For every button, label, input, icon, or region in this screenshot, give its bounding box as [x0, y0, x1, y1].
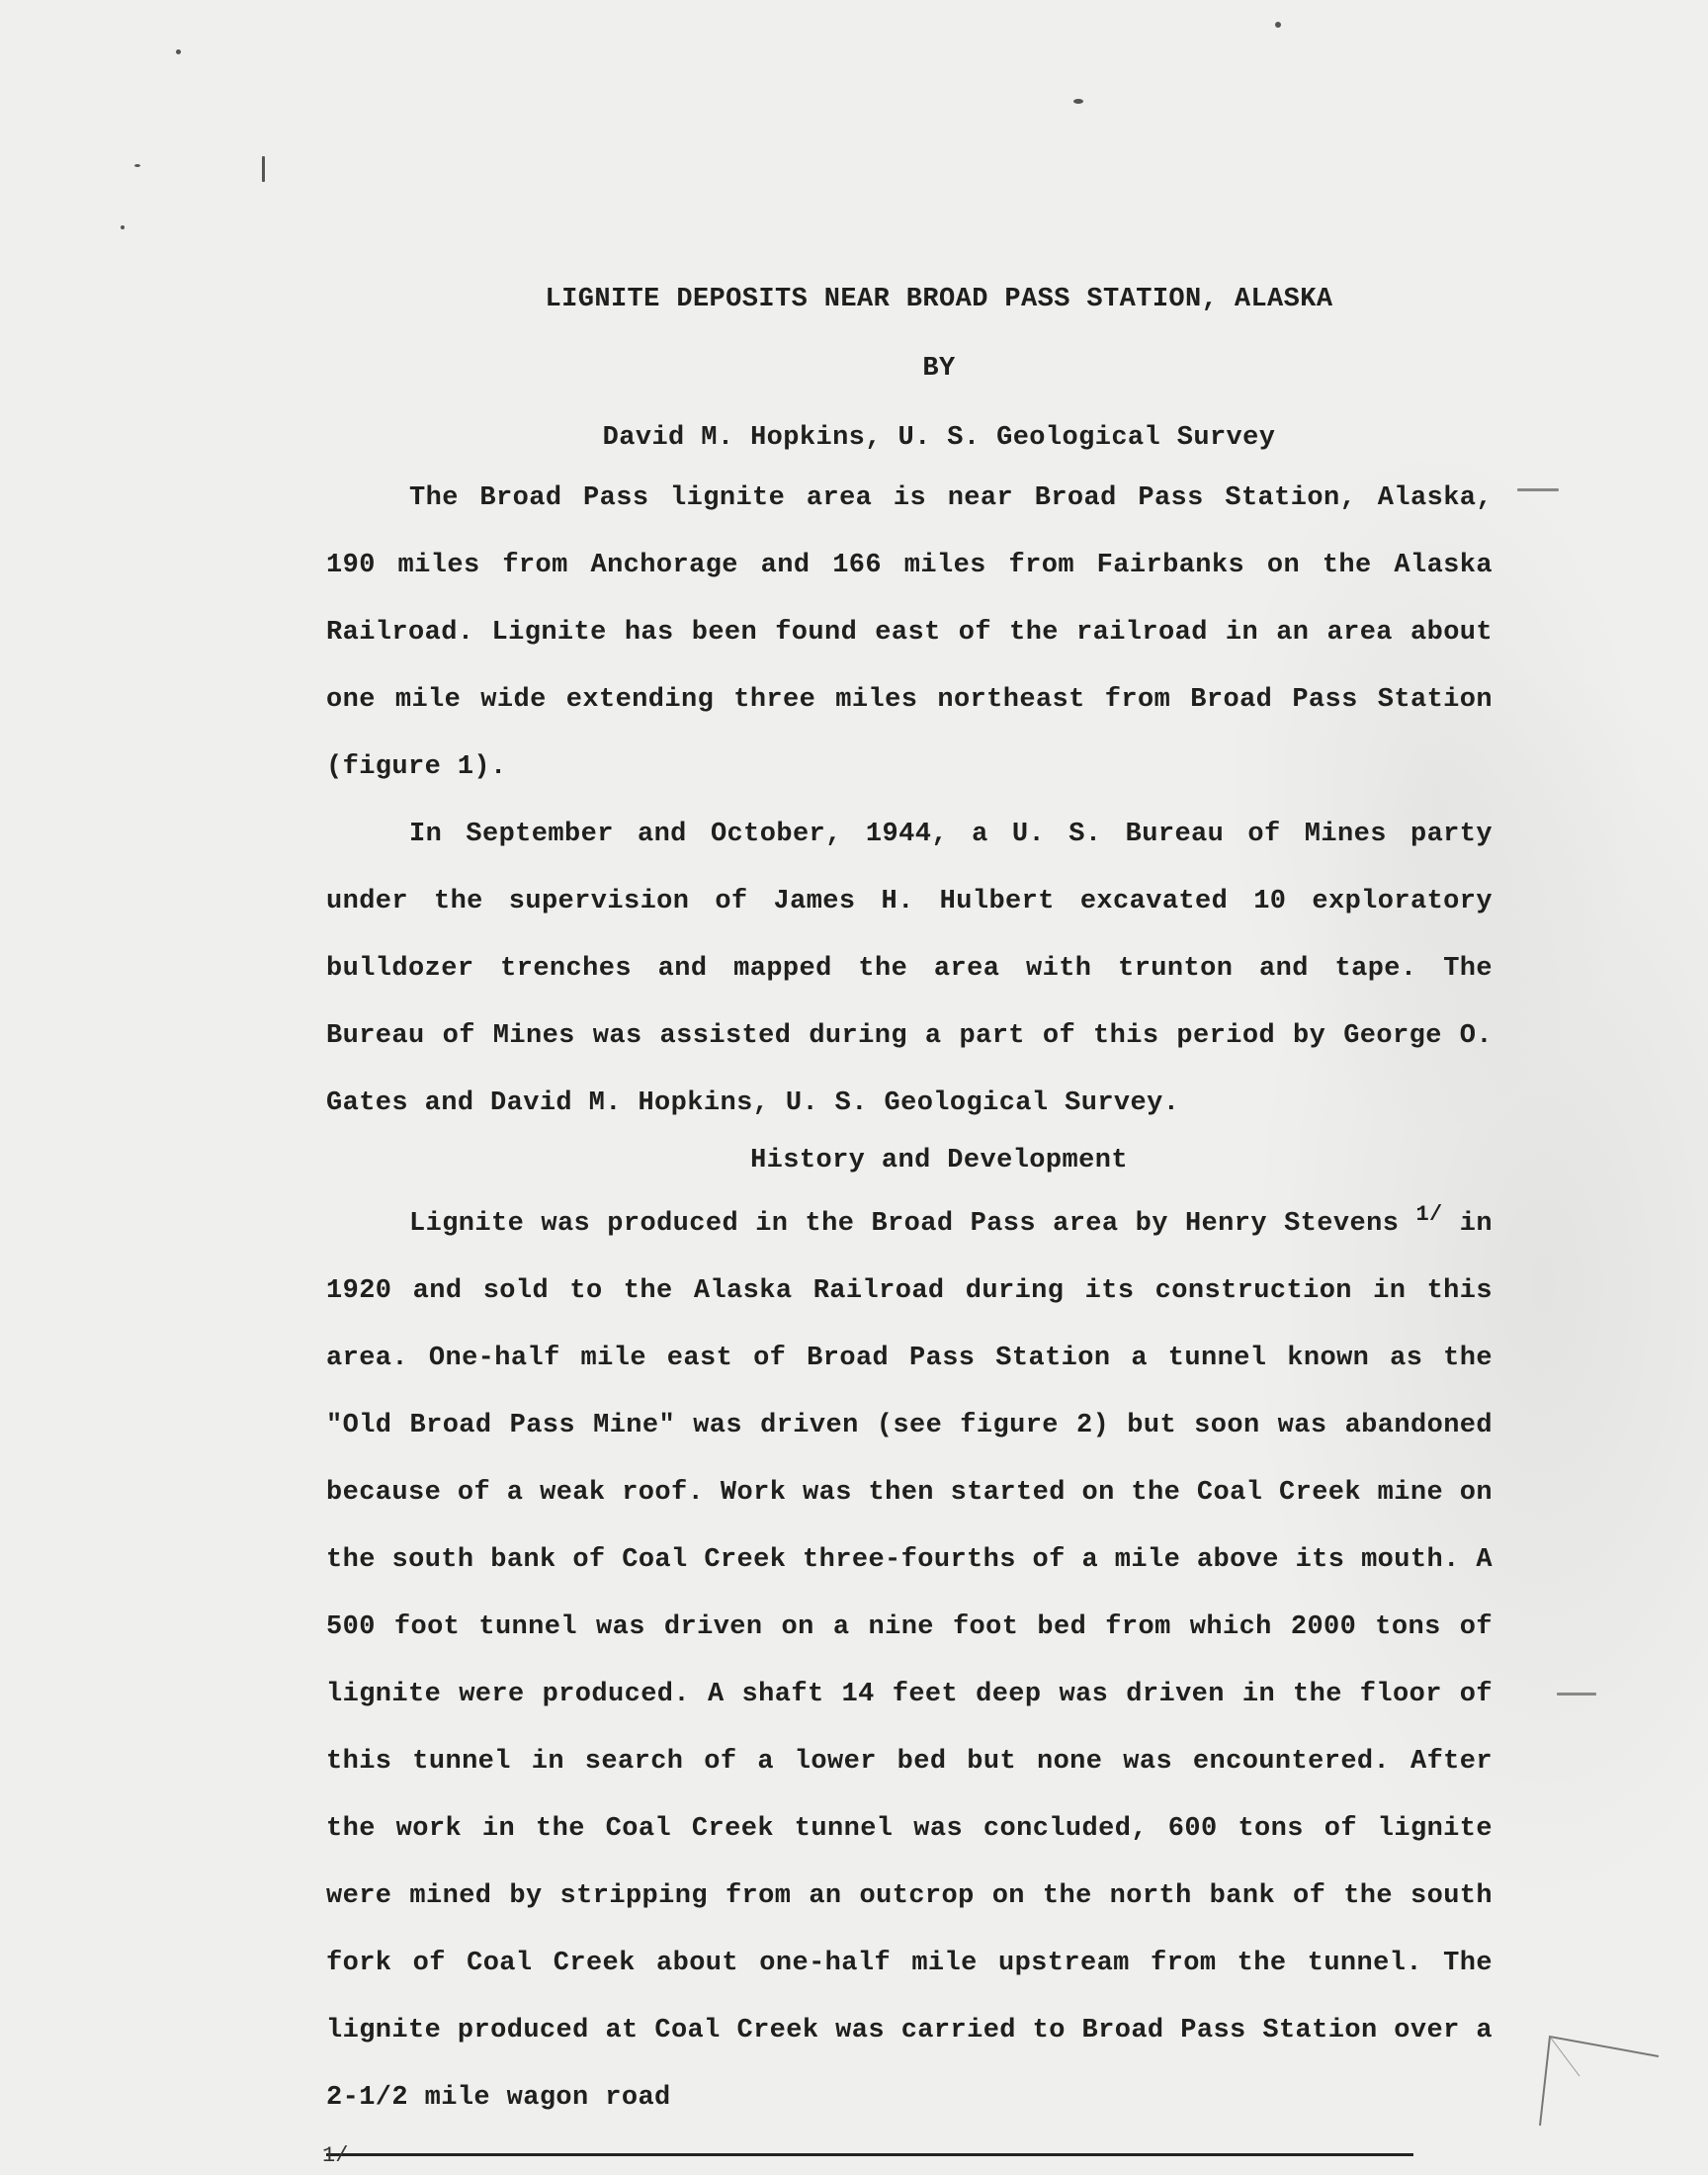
- scan-speck: [1073, 99, 1083, 104]
- history-paragraph: [326, 1190, 1493, 2132]
- document-title: LIGNITE DEPOSITS NEAR BROAD PASS STATION, ALASKA: [545, 285, 1333, 314]
- footnote-reference: 1/: [1415, 1202, 1443, 1227]
- history-text-rest: in 1920 and sold to the Alaska Railroad during its construction in this area. One-half mile east of Broad Pass Station a tunnel known as the "Old Broad Pass Mine" was driven (see figure 2) but soon was abandoned because of a weak roof. Work was then started on the Coal Creek mine on the south bank of Coal Creek three-fourths of a mile above its mouth. A 500 foot tunnel was driven on a nine foot bed from which 2000 tons of lignite were produced. A shaft 14 feet deep was driven in the floor of this tunnel in search of a lower bed but none was encountered. After the work in the Coal Creek tunnel was concluded, 600 tons of lignite were mined by stripping from an outcrop on the north bank of the south fork of Coal Creek about one-half mile upstream from the tunnel. The lignite produced at Coal Creek was carried to Broad Pass Station over a 2-1/2 mile wagon road: [326, 1209, 1493, 2113]
- footnote-divider: [326, 2153, 1413, 2156]
- scan-speck: [1557, 1693, 1596, 1696]
- scan-speck: [1275, 22, 1281, 28]
- scan-speck: [121, 225, 125, 229]
- byline-by: BY: [922, 354, 956, 384]
- author-line: David M. Hopkins, U. S. Geological Survey: [602, 423, 1276, 453]
- scan-speck: [1517, 488, 1559, 491]
- scan-speck: [134, 164, 140, 167]
- history-text-start: Lignite was produced in the Broad Pass area by Henry Stevens: [409, 1209, 1400, 1239]
- section-heading: History and Development: [750, 1146, 1128, 1175]
- scan-speck: [262, 156, 265, 182]
- survey-paragraph: In September and October, 1944, a U. S. Bureau of Mines party under the supervision of James H. Hulbert excavated 10 exploratory bulldozer trenches and mapped the area with trunton and tape. The Bureau of Mines was assisted during a part of this period by George O. Gates and David M. Hopkins, U. S. Geological Survey.: [326, 820, 1493, 1118]
- footnote-stub: 1/: [322, 2143, 349, 2168]
- document-body: [326, 277, 1493, 2132]
- intro-paragraph: The Broad Pass lignite area is near Broad Pass Station, Alaska, 190 miles from Anchorage and 166 miles from Fairbanks on the Alaska Railroad. Lignite has been found east of the railroad in an area about one mile wide extending three miles northeast from Broad Pass Station (figure 1).: [326, 483, 1493, 782]
- scan-speck: [176, 49, 181, 54]
- page-corner-curl: [1520, 2017, 1668, 2135]
